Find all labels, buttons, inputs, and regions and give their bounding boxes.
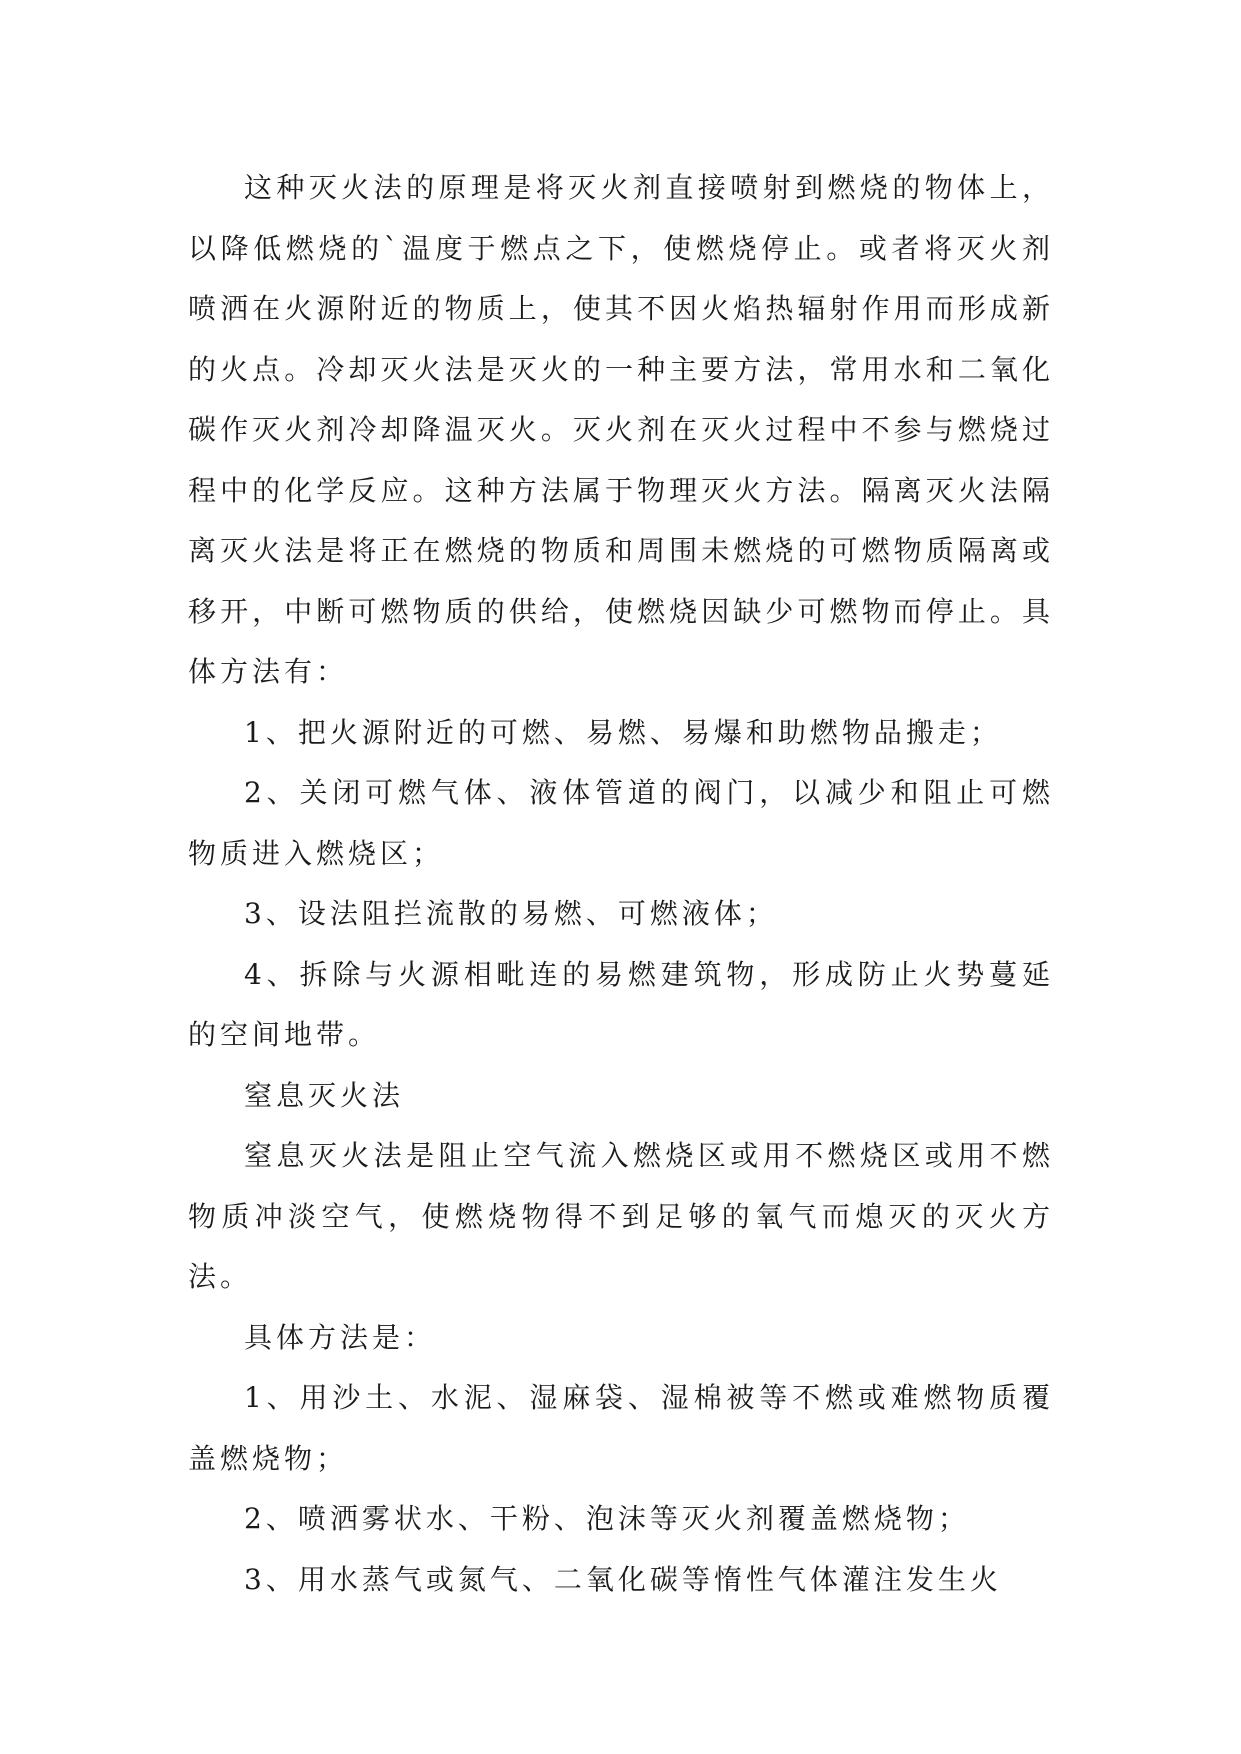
list-item-suffocation-3: 3、用水蒸气或氮气、二氧化碳等惰性气体灌注发生火: [244, 1562, 1002, 1596]
list-item-suffocation-1: 1、用沙土、水泥、湿麻袋、湿棉被等不燃或难燃物质覆盖燃烧物；: [188, 1381, 1054, 1475]
list-item-isolation-4: 4、拆除与火源相毗连的易燃建筑物，形成防止火势蔓延的空间地带。: [188, 957, 1054, 1051]
list-item-isolation-1: 1、把火源附近的可燃、易燃、易爆和助燃物品搬走；: [244, 715, 1002, 749]
document-body: [188, 158, 1054, 1610]
list-item-isolation-3: 3、设法阻拦流散的易燃、可燃液体；: [244, 897, 778, 930]
section-heading-suffocation: 窒息灭火法: [244, 1078, 405, 1112]
list-item-isolation-2: 2、关闭可燃气体、液体管道的阀门，以减少和阻止可燃物质进入燃烧区；: [188, 776, 1054, 870]
paragraph-methods-intro: 具体方法是：: [244, 1320, 437, 1354]
paragraph-cooling-method: 这种灭火法的原理是将灭火剂直接喷射到燃烧的物体上，以降低燃烧的`温度于燃点之下，使燃烧停止。或者将灭火剂喷洒在火源附近的物质上，使其不因火焰热辐射作用而形成新的火点。冷却灭火法是灭火的一种主要方法，常用水和二氧化碳作灭火剂冷却降温灭火。灭火剂在灭火过程中不参与燃烧过程中的化学反应。这种方法属于物理灭火方法。隔离灭火法隔离灭火法是将正在燃烧的物质和周围未燃烧的可燃物质隔离或移开，中断可燃物质的供给，使燃烧因缺少可燃物而停止。具体方法有：: [188, 171, 1054, 688]
paragraph-suffocation-method: 窒息灭火法是阻止空气流入燃烧区或用不燃烧区或用不燃物质冲淡空气，使燃烧物得不到足够的氧气而熄灭的灭火方法。: [188, 1139, 1054, 1293]
list-item-suffocation-2: 2、喷洒雾状水、干粉、泡沫等灭火剂覆盖燃烧物；: [244, 1502, 970, 1535]
